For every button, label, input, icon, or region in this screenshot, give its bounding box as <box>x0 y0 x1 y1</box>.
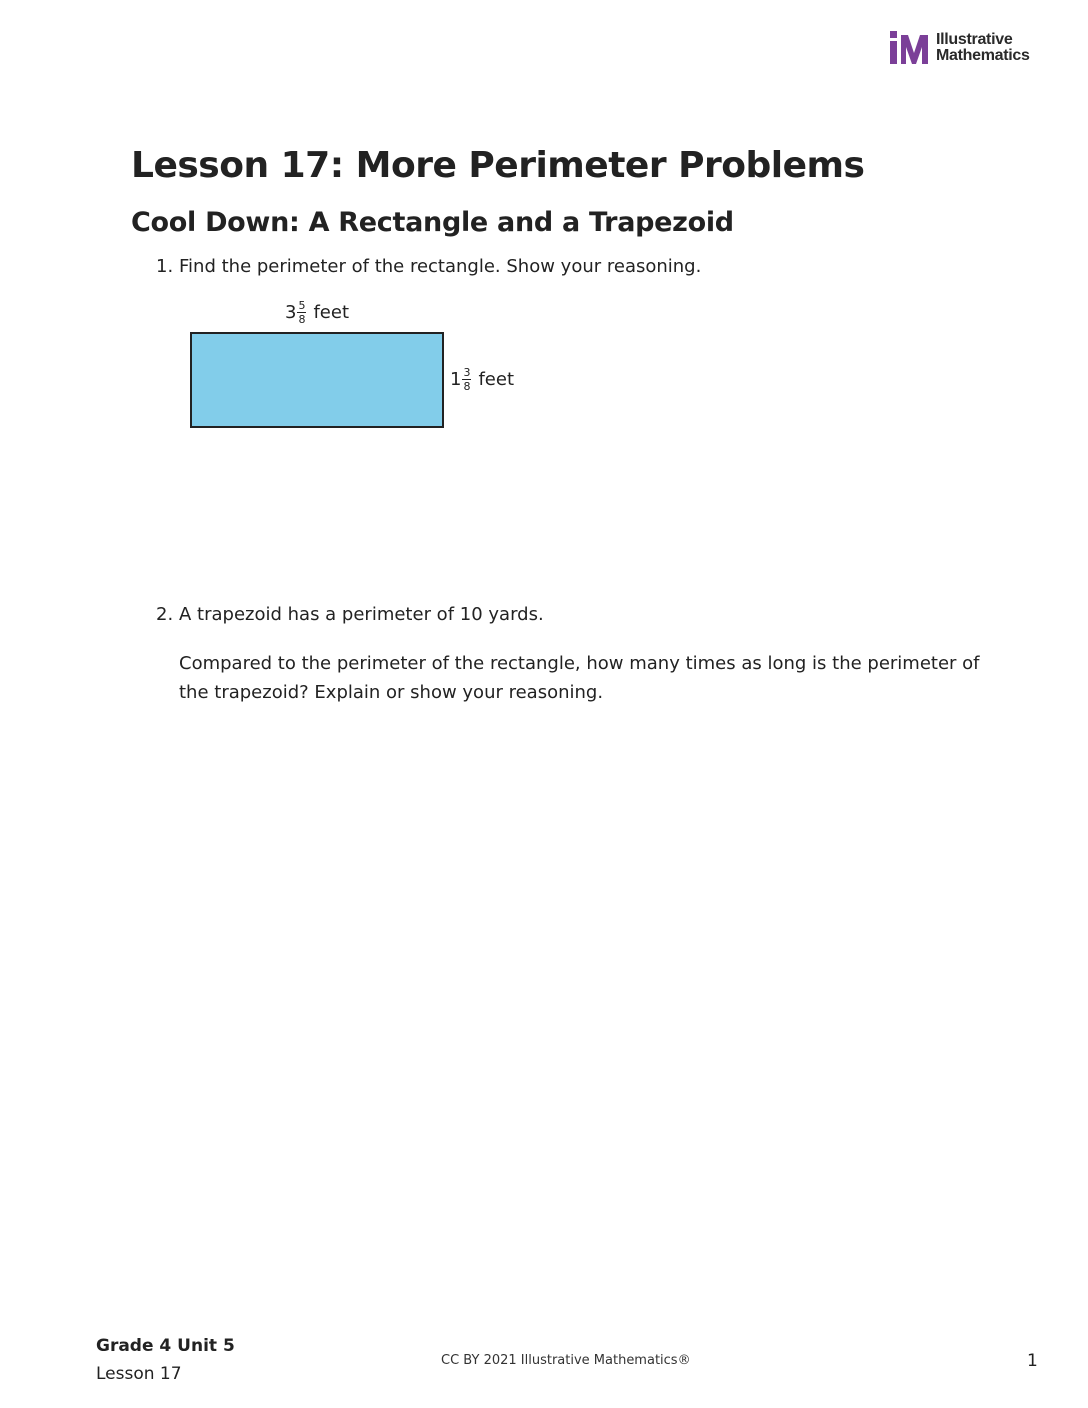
rectangle-diagram <box>185 295 525 435</box>
length-fraction <box>297 300 306 325</box>
question-2-number: 2. <box>156 604 174 625</box>
logo-line-1: Illustrative <box>936 31 1013 48</box>
footer-copyright: CC BY 2021 Illustrative Mathematics® <box>441 1353 691 1368</box>
footer-grade-unit: Grade 4 Unit 5 <box>96 1336 235 1356</box>
rectangle-width-label <box>450 367 514 392</box>
lesson-title: Lesson 17: More Perimeter Problems <box>131 145 865 186</box>
length-denominator: 8 <box>298 313 306 326</box>
footer-lesson: Lesson 17 <box>96 1364 182 1384</box>
width-whole: 1 <box>450 368 462 390</box>
width-numerator: 3 <box>463 366 471 379</box>
width-fraction <box>462 367 471 392</box>
illustrative-mathematics-logo <box>889 31 1039 67</box>
width-denominator: 8 <box>463 380 471 393</box>
question-1-number: 1. <box>156 256 174 277</box>
logo-line-2: Mathematics <box>936 47 1030 64</box>
cooldown-title: Cool Down: A Rectangle and a Trapezoid <box>131 207 734 238</box>
rectangle-shape <box>191 333 443 427</box>
question-2-text: A trapezoid has a perimeter of 10 yards. <box>179 604 544 625</box>
page-number: 1 <box>1027 1351 1038 1371</box>
rectangle-figure <box>185 295 525 435</box>
logo-wordmark <box>936 32 1030 64</box>
length-whole: 3 <box>285 301 297 323</box>
im-logo-icon <box>889 31 931 65</box>
question-1-text: Find the perimeter of the rectangle. Show your reasoning. <box>179 256 702 277</box>
rectangle-length-label <box>285 300 349 325</box>
length-numerator: 5 <box>298 299 306 312</box>
question-2-subtext: Compared to the perimeter of the rectangle, how many times as long is the perimeter of the trapezoid? Explain or show your reasoning. <box>179 653 980 703</box>
width-unit: feet <box>478 368 514 390</box>
length-unit: feet <box>313 301 349 323</box>
